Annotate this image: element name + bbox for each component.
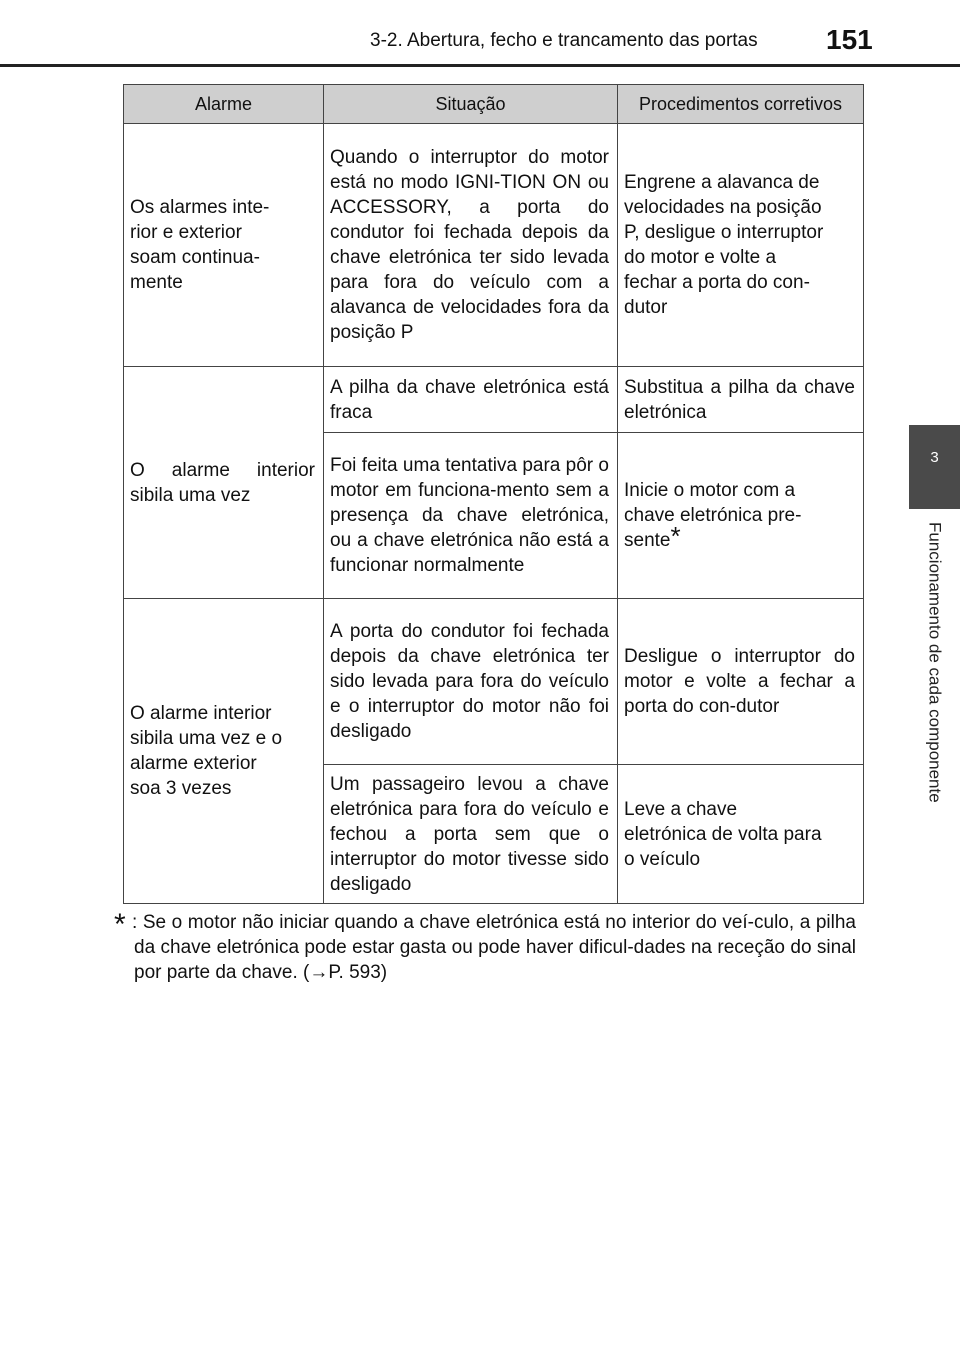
situation-cell: Quando o interruptor do motor está no modo IGNI-TION ON ou ACCESSORY, a porta do condutor foi fechada depois da chave eletrónica ter sido levada para fora do veículo com a alavanca de velocidades fora da posição P xyxy=(324,124,618,367)
procedure-cell xyxy=(618,433,864,599)
table-row xyxy=(124,599,864,765)
alarm-table xyxy=(123,84,864,904)
header-alarm: Alarme xyxy=(124,85,324,124)
procedure-cell: Desligue o interruptor do motor e volte a fechar a porta do con-dutor xyxy=(618,599,864,765)
footnote-marker: * xyxy=(670,521,681,551)
page-number: 151 xyxy=(826,24,873,55)
situation-cell: Um passageiro levou a chave eletrónica para fora do veículo e fechou a porta sem que o interruptor do motor tivesse sido desligado xyxy=(324,765,618,904)
chapter-tab[interactable] xyxy=(909,425,960,509)
procedure-cell: Engrene a alavanca de velocidades na posição P, desligue o interruptor do motor e volte a fechar a porta do con- dutor xyxy=(618,124,864,367)
procedure-text: Inicie o motor com a chave eletrónica pre- sente xyxy=(624,480,802,551)
situation-cell: A porta do condutor foi fechada depois da chave eletrónica ter sido levada para fora do veículo e o interruptor do motor não foi desligado xyxy=(324,599,618,765)
chapter-title: Funcionamento de cada componente xyxy=(925,522,945,803)
chapter-number: 3 xyxy=(930,449,939,466)
alarm-cell: Os alarmes inte- rior e exterior soam continua- mente xyxy=(124,124,324,367)
alarm-cell: O alarme interior sibila uma vez xyxy=(124,367,324,599)
table-row xyxy=(124,124,864,367)
situation-cell: Foi feita uma tentativa para pôr o motor em funciona-mento sem a presença da chave eletrónica, ou a chave eletrónica não está a funcionar normalmente xyxy=(324,433,618,599)
procedure-cell: Leve a chave eletrónica de volta para o veículo xyxy=(618,765,864,904)
table-row xyxy=(124,367,864,433)
footnote-text: : Se o motor não iniciar quando a chave eletrónica está no interior do veí-culo, a pilha da chave eletrónica pode estar gasta ou pode haver dificul-dades na receção do sinal por parte da chave. (→P. 593) xyxy=(132,912,856,983)
table-header-row xyxy=(124,85,864,124)
situation-cell: A pilha da chave eletrónica está fraca xyxy=(324,367,618,433)
section-title: 3-2. Abertura, fecho e trancamento das portas xyxy=(370,30,758,51)
alarm-cell: O alarme interior sibila uma vez e o alarme exterior soa 3 vezes xyxy=(124,599,324,904)
footnote xyxy=(114,910,856,985)
footnote-star: * xyxy=(114,908,126,941)
header-situation: Situação xyxy=(324,85,618,124)
procedure-cell: Substitua a pilha da chave eletrónica xyxy=(618,367,864,433)
header-divider xyxy=(0,64,960,67)
header-procedure: Procedimentos corretivos xyxy=(618,85,864,124)
